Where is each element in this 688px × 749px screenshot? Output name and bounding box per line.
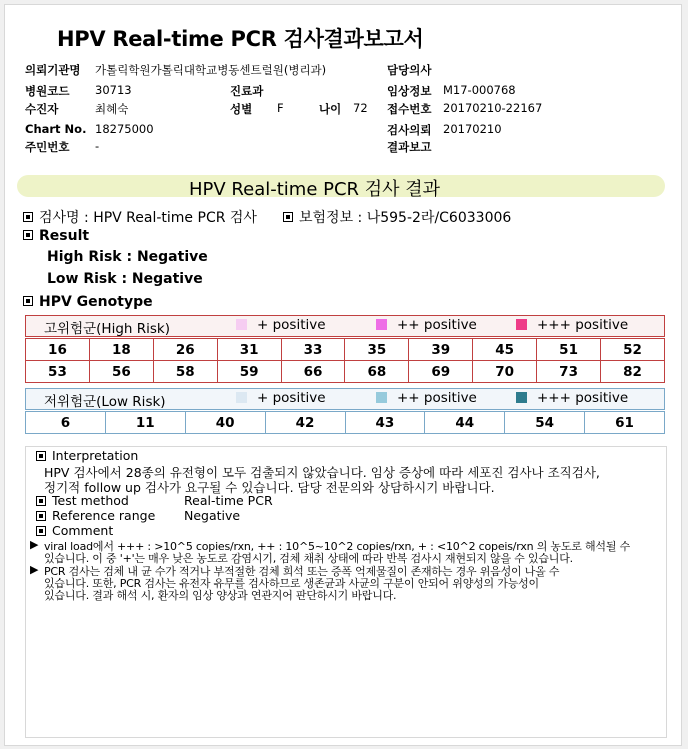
hospital-code-label: 병원코드 [25, 84, 70, 98]
genotype-cell: 40 [185, 412, 265, 434]
genotype-cell: 82 [601, 361, 665, 383]
legend-plus: + positive [236, 390, 326, 406]
institution-value: 가톨릭학원가톨릭대학교병동센트럴원(병리과) [95, 63, 327, 77]
insurance-info: 보험정보 : 나595-2라/C6033006 [299, 210, 512, 226]
result-low-risk: Low Risk : Negative [47, 271, 203, 287]
receiver-value: 최혜숙 [95, 102, 129, 116]
checkbox-icon [23, 212, 33, 222]
genotype-cell: 6 [26, 412, 106, 434]
comment-2-line-2: 있습니다. 또한, PCR 검사는 유전자 유무를 검사하므로 생존균과 사균의 구분이 안되어 위양성의 가능성이 [44, 577, 539, 590]
genotype-cell: 59 [217, 361, 281, 383]
genotype-cell: 43 [345, 412, 425, 434]
genotype-cell: 31 [217, 339, 281, 361]
doctor-label: 담당의사 [387, 63, 432, 77]
receiver-label: 수진자 [25, 102, 59, 116]
interpretation-box [25, 446, 667, 738]
legend-swatch-icon [516, 319, 527, 330]
checkbox-icon [23, 230, 33, 240]
sex-value: F [277, 101, 284, 115]
result-high-risk: High Risk : Negative [47, 249, 208, 265]
section-banner [17, 175, 665, 200]
legend-plus-plus-plus: +++ positive [516, 390, 628, 406]
genotype-cell: 11 [105, 412, 185, 434]
sex-label: 성별 [230, 102, 253, 116]
genotype-cell: 54 [505, 412, 585, 434]
genotype-cell: 26 [153, 339, 217, 361]
id-value: - [95, 139, 100, 153]
arrow-icon: ▶ [30, 563, 39, 576]
id-label: 주민번호 [25, 140, 70, 154]
low-risk-header [25, 388, 665, 410]
report-page [4, 4, 682, 746]
genotype-cell: 44 [425, 412, 505, 434]
high-risk-table [25, 338, 665, 383]
checkbox-icon [23, 296, 33, 306]
genotype-cell: 70 [473, 361, 537, 383]
interpretation-heading: Interpretation [36, 448, 138, 463]
dept-label: 진료과 [230, 84, 264, 98]
test-name-line [23, 207, 257, 227]
checkbox-icon [36, 511, 46, 521]
genotype-cell: 45 [473, 339, 537, 361]
genotype-cell: 35 [345, 339, 409, 361]
reception-label: 접수번호 [387, 102, 432, 116]
legend-plus-plus: ++ positive [376, 390, 477, 406]
comment-label: Comment [36, 523, 113, 538]
arrow-icon: ▶ [30, 538, 39, 551]
comment-1-line-1: viral load에서 +++ : >10^5 copies/rxn, ++ : 10^5~10^2 copies/rxn, + : <10^2 copeis/rxn 의 농도로 해석될 수 [44, 540, 630, 553]
genotype-cell: 61 [585, 412, 665, 434]
age-value: 72 [353, 101, 368, 115]
insurance-line [283, 207, 511, 227]
chart-no-label: Chart No. [25, 122, 87, 136]
genotype-cell: 51 [537, 339, 601, 361]
low-risk-table [25, 411, 665, 434]
reference-range-label: Reference range [36, 508, 155, 523]
report-label: 결과보고 [387, 140, 432, 154]
legend-swatch-icon [236, 392, 247, 403]
high-risk-header [25, 315, 665, 337]
interpretation-text-2: 정기적 follow up 검사가 요구될 수 있습니다. 담당 전문의와 상담하시기 바랍니다. [44, 480, 495, 495]
reception-value: 20170210-22167 [443, 101, 543, 115]
hospital-code-value: 30713 [95, 83, 132, 97]
genotype-row [26, 361, 665, 383]
legend-swatch-icon [516, 392, 527, 403]
result-heading: Result [23, 228, 89, 244]
checkbox-icon [36, 496, 46, 506]
genotype-cell: 69 [409, 361, 473, 383]
comment-2-line-1: PCR 검사는 검체 내 균 수가 적거나 부적절한 검체 희석 또는 증폭 억제물질이 존재하는 경우 위음성이 나올 수 [44, 565, 560, 578]
test-method-value: Real-time PCR [184, 493, 273, 508]
institution-label: 의뢰기관명 [25, 63, 81, 77]
genotype-cell: 68 [345, 361, 409, 383]
genotype-heading: HPV Genotype [23, 294, 153, 310]
genotype-cell: 16 [26, 339, 90, 361]
genotype-cell: 58 [153, 361, 217, 383]
reference-range-value: Negative [184, 508, 241, 523]
legend-plus: + positive [236, 317, 326, 333]
report-title: HPV Real-time PCR 검사결과보고서 [57, 27, 424, 51]
banner-title: HPV Real-time PCR 검사 결과 [189, 179, 441, 200]
checkbox-icon [283, 212, 293, 222]
clinical-label: 임상정보 [387, 84, 432, 98]
genotype-cell: 66 [281, 361, 345, 383]
legend-swatch-icon [236, 319, 247, 330]
genotype-row [26, 412, 665, 434]
genotype-row [26, 339, 665, 361]
checkbox-icon [36, 451, 46, 461]
genotype-cell: 42 [265, 412, 345, 434]
legend-swatch-icon [376, 319, 387, 330]
genotype-cell: 18 [89, 339, 153, 361]
test-name: 검사명 : HPV Real-time PCR 검사 [39, 210, 257, 226]
low-risk-label: 저위험군(Low Risk) [44, 394, 166, 410]
high-risk-label: 고위험군(High Risk) [44, 321, 170, 337]
clinical-value: M17-000768 [443, 83, 516, 97]
chart-no-value: 18275000 [95, 122, 154, 136]
request-value: 20170210 [443, 122, 502, 136]
request-label: 검사의뢰 [387, 123, 432, 137]
genotype-cell: 73 [537, 361, 601, 383]
test-method-label: Test method [36, 493, 129, 508]
age-label: 나이 [319, 102, 342, 116]
genotype-cell: 52 [601, 339, 665, 361]
comment-1-line-2: 있습니다. 이 중 '+'는 매우 낮은 농도로 감염시기, 검체 채취 상태에 따라 반복 검사시 재현되지 않을 수 있습니다. [44, 552, 573, 565]
genotype-cell: 53 [26, 361, 90, 383]
comment-2-line-3: 있습니다. 결과 해석 시, 환자의 임상 양상과 연관지어 판단하시기 바랍니다. [44, 589, 397, 602]
checkbox-icon [36, 526, 46, 536]
genotype-cell: 39 [409, 339, 473, 361]
legend-swatch-icon [376, 392, 387, 403]
genotype-cell: 33 [281, 339, 345, 361]
legend-plus-plus: ++ positive [376, 317, 477, 333]
legend-plus-plus-plus: +++ positive [516, 317, 628, 333]
interpretation-text-1: HPV 검사에서 28종의 유전형이 모두 검출되지 않았습니다. 임상 증상에 따라 세포진 검사나 조직검사, [44, 465, 600, 480]
genotype-cell: 56 [89, 361, 153, 383]
